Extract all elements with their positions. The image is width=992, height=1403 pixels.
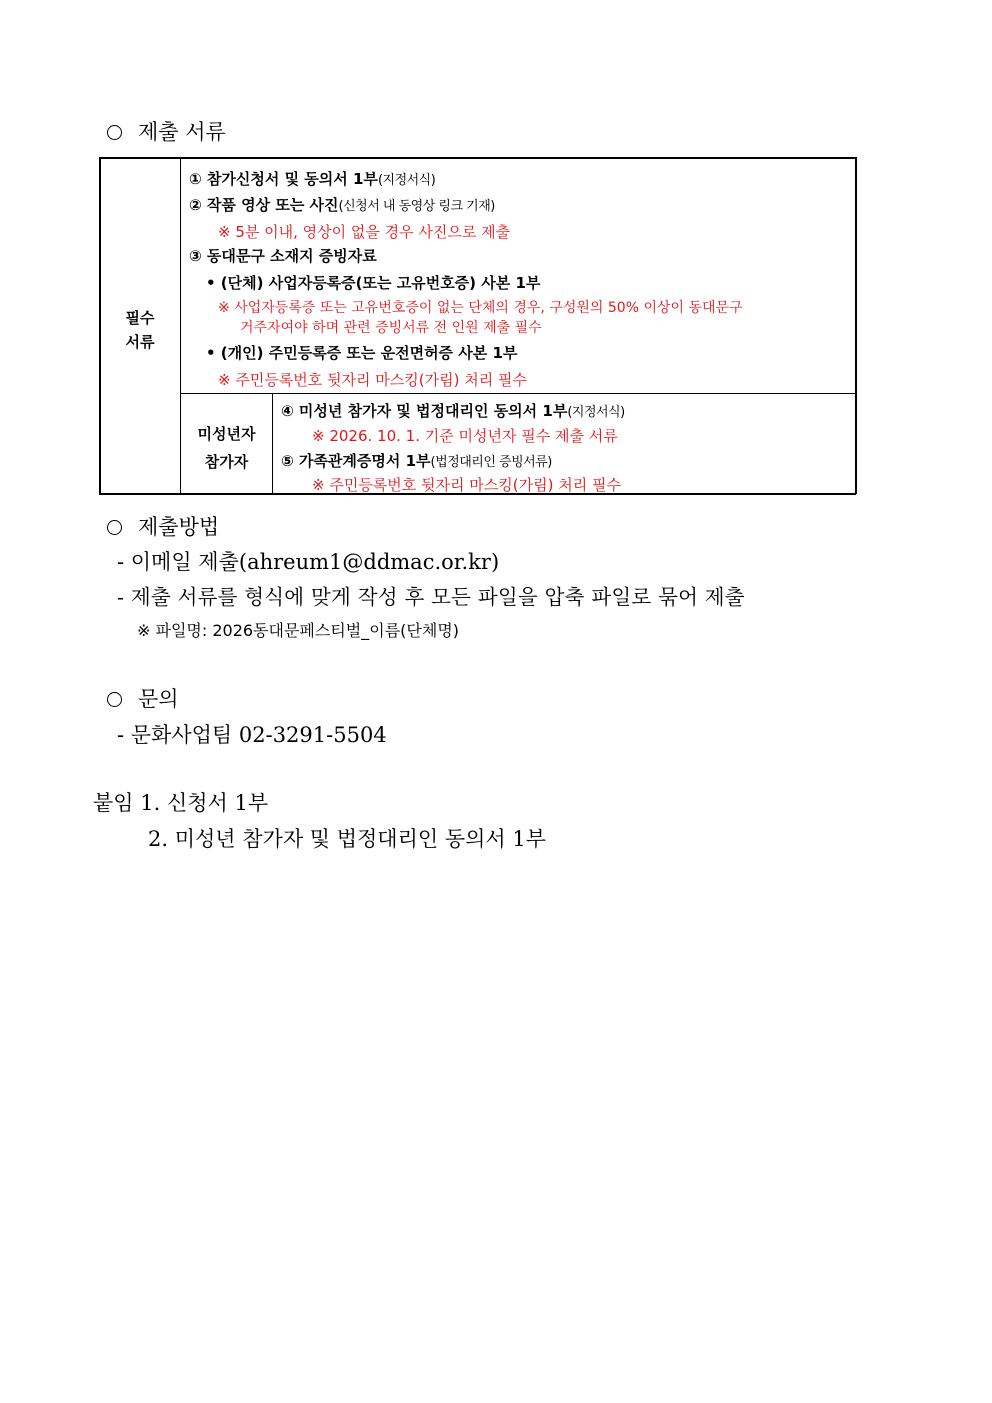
doc-item-text: ④ 미성년 참가자 및 법정대리인 동의서 1부 (281, 402, 568, 420)
doc-note-red: ※ 주민등록번호 뒷자리 마스킹(가림) 처리 필수 (218, 371, 527, 389)
circle-bullet-icon (107, 692, 122, 707)
doc-note-red: ※ 2026. 10. 1. 기준 미성년자 필수 제출 서류 (312, 427, 618, 445)
section-heading-method (107, 511, 219, 541)
doc-item-text: ⑤ 가족관계증명서 1부 (281, 452, 431, 470)
doc-item-text: ② 작품 영상 또는 사진 (189, 196, 339, 214)
doc-note-red: ※ 사업자등록증 또는 고유번호증이 없는 단체의 경우, 구성원의 50% 이상이 동대문구 (218, 300, 743, 316)
doc-item-note: (신청서 내 동영상 링크 기재) (338, 199, 495, 214)
method-item-email: - 이메일 제출(ahreum1@ddmac.or.kr) (117, 550, 500, 574)
section-title: 문의 (138, 687, 179, 711)
doc-subitem-individual: • (개인) 주민등록증 또는 운전면허증 사본 1부 (206, 344, 518, 362)
doc-item-3: ③ 동대문구 소재지 증빙자료 (189, 247, 377, 265)
attachment-line-2: 2. 미성년 참가자 및 법정대리인 동의서 1부 (148, 827, 547, 851)
doc-subitem-group: • (단체) 사업자등록증(또는 고유번호증) 사본 1부 (206, 274, 541, 292)
method-item-compress: - 제출 서류를 형식에 맞게 작성 후 모든 파일을 압축 파일로 묶어 제출 (117, 585, 745, 609)
doc-item-text: ① 참가신청서 및 동의서 1부 (189, 170, 378, 188)
doc-note-red: ※ 주민등록번호 뒷자리 마스킹(가림) 처리 필수 (312, 476, 621, 494)
circle-bullet-icon (107, 125, 122, 140)
section-heading-documents (107, 116, 226, 146)
section-title: 제출방법 (138, 515, 220, 539)
doc-note-red: ※ 5분 이내, 영상이 없을 경우 사진으로 제출 (218, 223, 511, 241)
doc-item-note: (법정대리인 증빙서류) (430, 455, 552, 470)
doc-item-5 (281, 450, 552, 471)
attachment-line-1: 붙임 1. 신청서 1부 (93, 791, 269, 815)
doc-item-4 (281, 400, 625, 421)
row-header-required (100, 306, 180, 354)
section-title: 제출 서류 (138, 120, 226, 144)
doc-item-note: (지정서식) (377, 173, 436, 188)
row-header-line: 필수 (125, 309, 155, 327)
doc-item-note: (지정서식) (567, 405, 625, 420)
row-header-line: 참가자 (204, 453, 249, 471)
filename-note: ※ 파일명: 2026동대문페스티벌_이름(단체명) (137, 621, 460, 640)
row-header-minor (181, 420, 272, 476)
doc-item-2 (189, 194, 495, 215)
doc-note-red: 거주자여야 하며 관련 증빙서류 전 인원 제출 필수 (240, 320, 542, 336)
inquiry-contact: - 문화사업팀 02-3291-5504 (117, 723, 387, 747)
doc-item-1 (189, 168, 435, 189)
circle-bullet-icon (107, 520, 122, 535)
section-heading-inquiry (107, 683, 179, 713)
row-header-line: 미성년자 (197, 425, 256, 443)
row-header-line: 서류 (125, 333, 155, 351)
